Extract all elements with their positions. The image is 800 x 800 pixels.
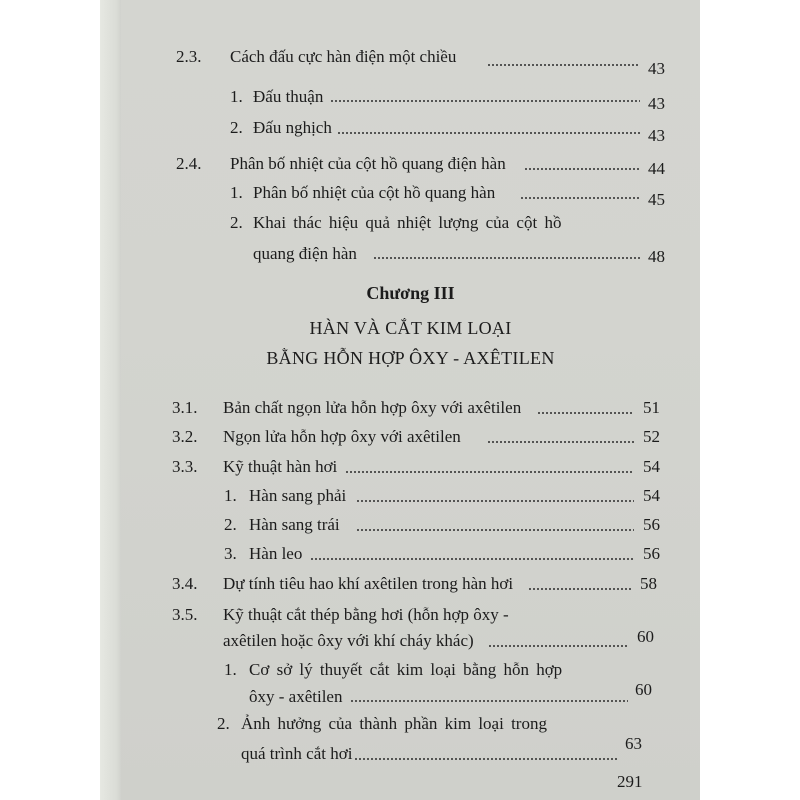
leader-dots — [310, 558, 634, 560]
chapter-title-line1: HÀN VÀ CẮT KIM LOẠI — [309, 318, 512, 338]
leader-dots — [356, 529, 634, 531]
page-ref: 43 — [648, 126, 665, 145]
leader-dots — [488, 645, 628, 647]
entry-title: Hàn sang phải — [249, 486, 347, 505]
page-ref: 58 — [640, 574, 657, 593]
page-ref: 52 — [643, 427, 660, 446]
item-number: 1. — [224, 486, 237, 505]
entry-title: Hàn leo — [249, 544, 303, 563]
entry-title: Bản chất ngọn lửa hỗn hợp ôxy với axêtilen — [223, 398, 522, 417]
page-ref: 44 — [648, 159, 665, 178]
entry-title-line1: Cơ sở lý thuyết cắt kim loại bằng hỗn hợp — [249, 660, 563, 679]
page-ref: 45 — [648, 190, 665, 209]
page-ref: 51 — [643, 398, 660, 417]
entry-title: Phân bố nhiệt của cột hồ quang điện hàn — [230, 154, 506, 173]
page-ref: 43 — [648, 94, 665, 113]
entry-title-line2: ôxy - axêtilen — [249, 687, 343, 706]
item-number: 2. — [224, 515, 237, 534]
toc-entry — [0, 714, 800, 764]
page-ref: 60 — [635, 680, 652, 699]
page-number: 291 — [617, 772, 643, 791]
item-number: 2. — [230, 118, 243, 137]
entry-title: Hàn sang trái — [249, 515, 340, 534]
leader-dots — [373, 257, 640, 259]
section-number: 2.3. — [176, 47, 202, 66]
toc-entry — [0, 660, 800, 710]
leader-dots — [524, 168, 639, 170]
section-number: 2.4. — [176, 154, 202, 173]
section-number: 3.5. — [172, 605, 198, 624]
item-number: 2. — [217, 714, 230, 733]
page-ref: 54 — [643, 457, 660, 476]
entry-title: Phân bố nhiệt của cột hồ quang hàn — [253, 183, 496, 202]
leader-dots — [487, 441, 634, 443]
leader-dots — [487, 64, 640, 66]
page-ref: 56 — [643, 544, 660, 563]
leader-dots — [337, 132, 640, 134]
leader-dots — [345, 471, 634, 473]
section-number: 3.4. — [172, 574, 198, 593]
item-number: 1. — [230, 183, 243, 202]
entry-title-line1: Ảnh hưởng của thành phần kim loại trong — [241, 714, 547, 733]
entry-title: Cách đấu cực hàn điện một chiều — [230, 47, 457, 66]
item-number: 1. — [230, 87, 243, 106]
page-ref: 48 — [648, 247, 665, 266]
leader-dots — [528, 588, 632, 590]
entry-title: Ngọn lửa hỗn hợp ôxy với axêtilen — [223, 427, 461, 446]
entry-title: Đấu nghịch — [253, 118, 332, 137]
section-number: 3.1. — [172, 398, 198, 417]
page-ref: 60 — [637, 627, 654, 646]
entry-title: Kỹ thuật hàn hơi — [223, 457, 338, 476]
toc-entry — [0, 213, 800, 273]
leader-dots — [330, 100, 640, 102]
leader-dots — [350, 700, 628, 702]
page-ref: 63 — [625, 734, 642, 753]
entry-title-line2: axêtilen hoặc ôxy với khí cháy khác) — [223, 631, 474, 650]
item-number: 3. — [224, 544, 237, 563]
leader-dots — [354, 758, 618, 760]
chapter-label: Chương III — [366, 283, 455, 303]
page-ref: 43 — [648, 59, 665, 78]
section-number: 3.3. — [172, 457, 198, 476]
entry-title: Dự tính tiêu hao khí axêtilen trong hàn hơi — [223, 574, 514, 593]
item-number: 1. — [224, 660, 237, 679]
entry-title-line1: Kỹ thuật cắt thép bằng hơi (hỗn hợp ôxy - — [223, 605, 509, 624]
section-number: 3.2. — [172, 427, 198, 446]
entry-title-line2: quang điện hàn — [253, 244, 357, 263]
entry-title: Đấu thuận — [253, 87, 324, 106]
entry-title-line2: quá trình cắt hơi — [241, 744, 353, 763]
leader-dots — [356, 500, 634, 502]
leader-dots — [520, 197, 640, 199]
toc-entry — [0, 605, 800, 655]
item-number: 2. — [230, 213, 243, 232]
leader-dots — [537, 412, 634, 414]
chapter-title-line2: BẰNG HỖN HỢP ÔXY - AXÊTILEN — [266, 348, 555, 368]
entry-title-line1: Khai thác hiệu quả nhiệt lượng của cột hồ — [253, 213, 562, 232]
page-ref: 56 — [643, 515, 660, 534]
page-ref: 54 — [643, 486, 660, 505]
